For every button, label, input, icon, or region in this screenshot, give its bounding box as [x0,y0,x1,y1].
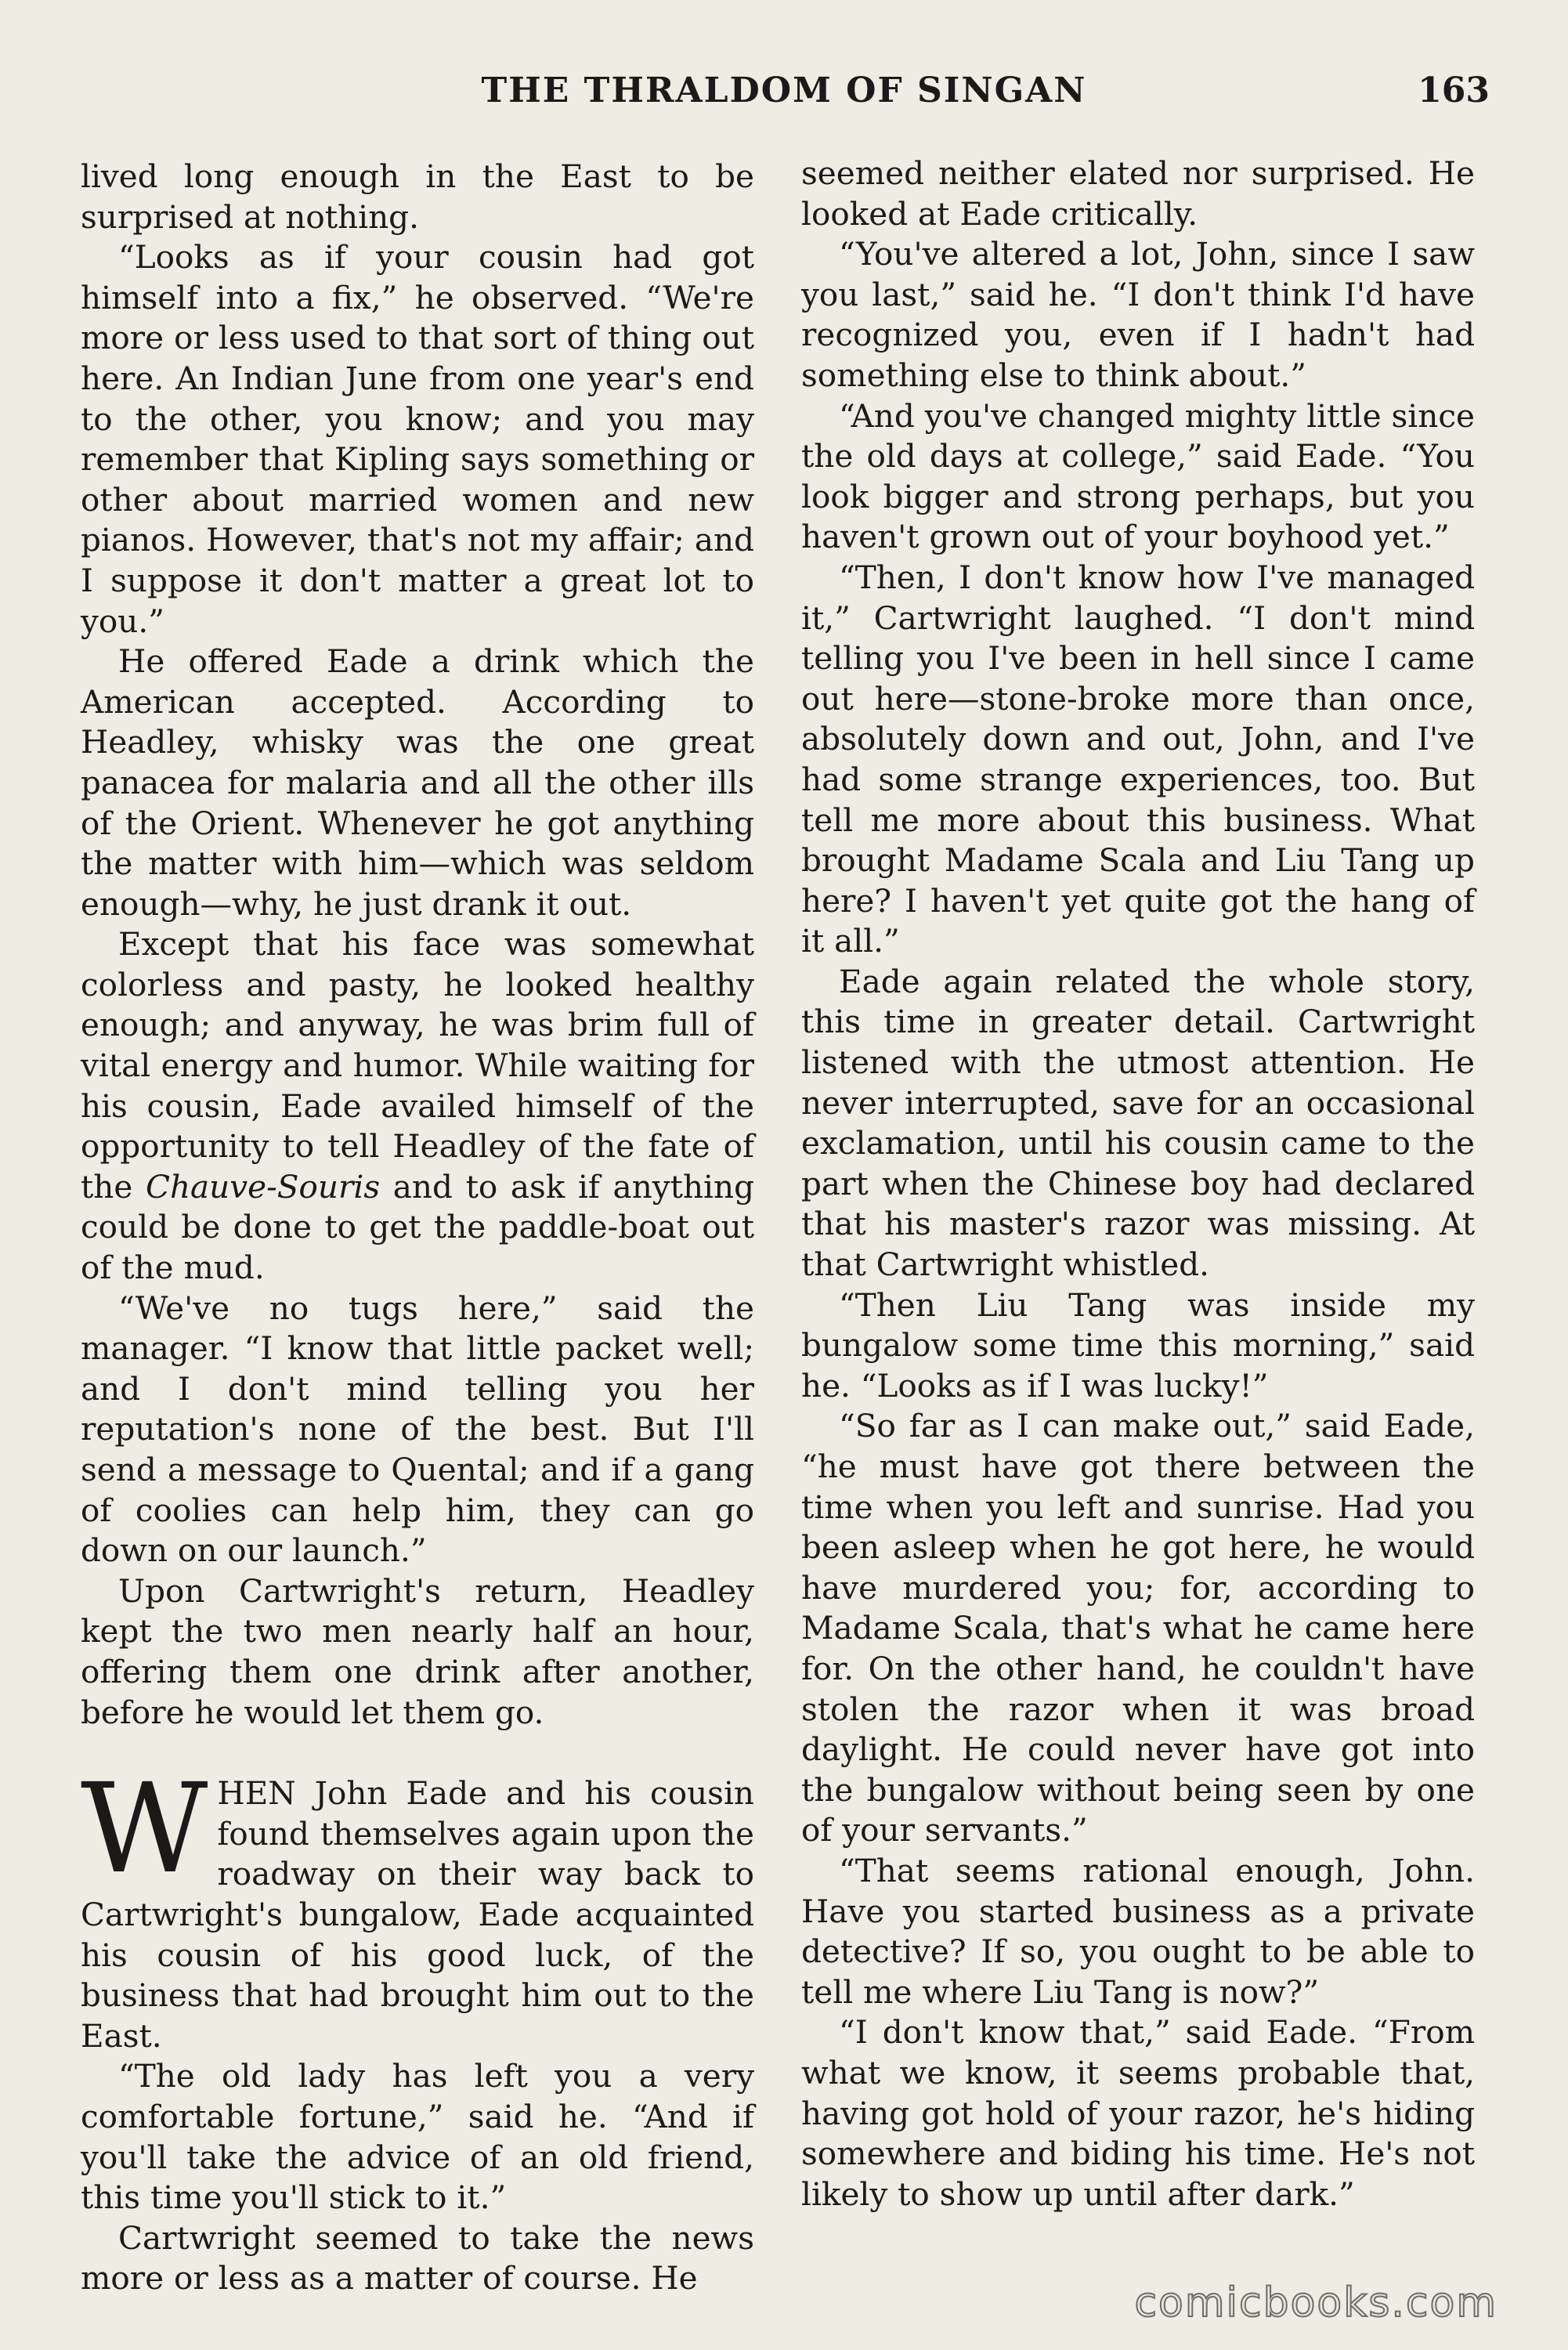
paragraph: “We've no tugs here,” said the manager. “I know that little packet well; and I don't mind telling you her reputation's none of the best. But I'll send a message to Quental; and if a gang of coolies can help him, they can go down on our launch.” [81,1289,754,1570]
right-column [801,154,1475,2214]
paragraph [81,924,754,1288]
paragraph: lived long enough in the East to be surprised at nothing. [81,157,754,236]
watermark: comicbooks.com [1134,2280,1498,2326]
paragraph: “That seems rational enough, John. Have you started business as a private detective? If so, you ought to be able to tell me where Liu Tang is now?” [801,1851,1475,2011]
paragraph: “So far as I can make out,” said Eade, “he must have got there between the time when you left and sunrise. Had you been asleep when he got here, he would have murdered you; for, according to Madame Scala, that's what he came here for. On the other hand, he couldn't have stolen the razor when it was broad daylight. He could never have got into the bungalow without being seen by one of your servants.” [801,1407,1475,1849]
paragraph-text: HEN John Eade and his cousin found themselves again upon the roadway on their way back to Cartwright's bungalow, Eade acquainted his cousin of his good luck, of the business that had brought him out to the East. [81,1774,754,2055]
paragraph: “The old lady has left you a very comfortable fortune,” said he. “And if you'll take the advice of an old friend, this time you'll stick to it.” [81,2057,754,2217]
paragraph-text: and to ask if anything could be done to get the paddle-boat out of the mud. [81,1167,754,1287]
paragraph: Upon Cartwright's return, Headley kept the two men nearly half an hour, offering them one drink after another, before he would let them go. [81,1571,754,1731]
drop-cap: W [81,1757,208,1902]
left-column [81,157,754,2299]
page-number: 163 [1418,70,1490,110]
paragraph: seemed neither elated nor surprised. He looked at Eade critically. [801,154,1475,233]
paragraph: “You've altered a lot, John, since I saw you last,” said he. “I don't think I'd have recognized you, even if I hadn't had something else to think about.” [801,235,1475,394]
paragraph: Eade again related the whole story, this time in greater detail. Cartwright listened with the utmost attention. He never interrupted, save for an occasional exclamation, until his cousin came to the part when the Chinese boy had declared that his master's razor was missing. At that Cartwright whistled. [801,962,1475,1284]
paragraph: “Then, I don't know how I've managed it,” Cartwright laughed. “I don't mind telling you I've been in hell since I came out here—stone-broke more than once, absolutely down and out, John, and I've had some strange experiences, too. But tell me more about this business. What brought Madame Scala and Liu Tang up here? I haven't yet quite got the hang of it all.” [801,558,1475,960]
italic-ship-name: Chauve-Souris [145,1167,381,1206]
paragraph-text: Except that his face was somewhat colorless and pasty, he looked healthy enough; and anyway, he was brim full of vital energy and humor. While waiting for his cousin, Eade availed himself of the opportunity to tell Headley of the fate of the [81,925,754,1206]
paragraph: He offered Eade a drink which the American accepted. According to Headley, whisky was the one great panacea for malaria and all the other ills of the Orient. Whenever he got anything the matter with him—which was seldom enough—why, he just drank it out. [81,642,754,923]
paragraph: “Then Liu Tang was inside my bungalow some time this morning,” said he. “Looks as if I was lucky!” [801,1285,1475,1405]
section-start-paragraph [81,1757,754,2056]
paragraph: “I don't know that,” said Eade. “From what we know, it seems probable that, having got hold of your razor, he's hiding somewhere and biding his time. He's not likely to show up until after dark.” [801,2013,1475,2213]
paragraph: “Looks as if your cousin had got himself into a fix,” he observed. “We're more or less used to that sort of thing out here. An Indian June from one year's end to the other, you know; and you may remember that Kipling says something or other about married women and new pianos. However, that's not my affair; and I suppose it don't matter a great lot to you.” [81,238,754,640]
running-head [78,70,1490,118]
running-title: THE THRALDOM OF SINGAN [481,70,1087,110]
paragraph: “And you've changed mighty little since the old days at college,” said Eade. “You look bigger and strong perhaps, but you haven't grown out of your boyhood yet.” [801,396,1475,556]
paragraph: Cartwright seemed to take the news more or less as a matter of course. He [81,2218,754,2298]
